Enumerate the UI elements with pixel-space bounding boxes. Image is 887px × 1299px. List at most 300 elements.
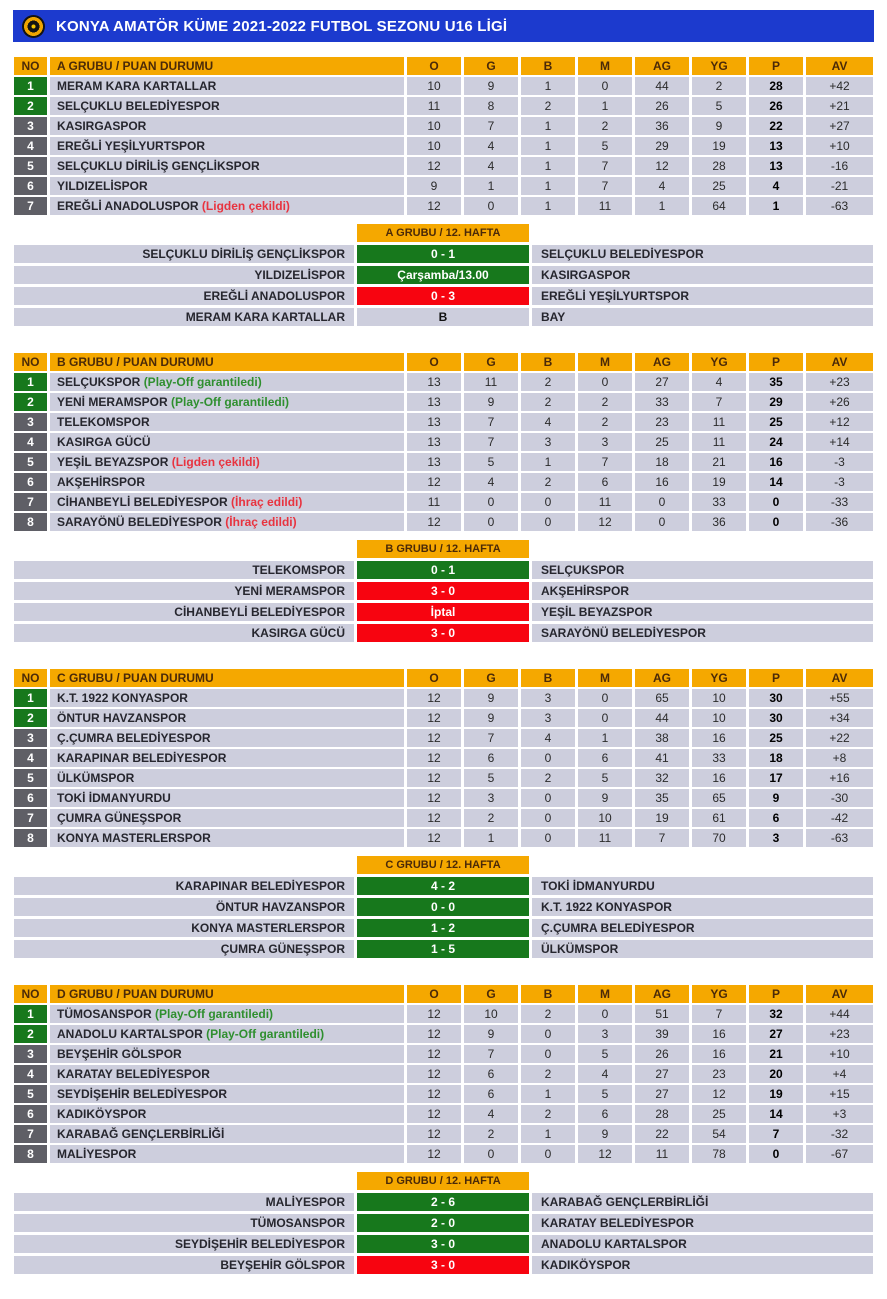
stat-cell-ag: 0 (635, 513, 689, 531)
column-header-yg: YG (692, 353, 746, 371)
stat-cell-g: 9 (464, 689, 518, 707)
standings-group-header: C GRUBU / PUAN DURUMU (50, 669, 404, 687)
fixtures-header-spacer-left (14, 1172, 354, 1190)
stat-cell-yg: 78 (692, 1145, 746, 1163)
stat-cell-p: 3 (749, 829, 803, 847)
standings-row (14, 789, 873, 807)
stat-cell-yg: 7 (692, 1005, 746, 1023)
rank-cell: 2 (14, 393, 47, 411)
rank-cell: 7 (14, 1125, 47, 1143)
stat-cell-o: 9 (407, 177, 461, 195)
stat-cell-b: 2 (521, 373, 575, 391)
standings-table (11, 55, 876, 217)
stat-cell-g: 9 (464, 1025, 518, 1043)
standings-row (14, 729, 873, 747)
fixtures-header-row (14, 224, 873, 242)
stat-cell-b: 3 (521, 433, 575, 451)
stat-cell-o: 12 (407, 1025, 461, 1043)
stat-cell-p: 14 (749, 1105, 803, 1123)
fixture-home-team: KONYA MASTERLERSPOR (14, 919, 354, 937)
fixture-away-team: KADIKÖYSPOR (532, 1256, 873, 1274)
stat-cell-o: 13 (407, 373, 461, 391)
fixture-home-team: BEYŞEHİR GÖLSPOR (14, 1256, 354, 1274)
team-note: (Ligden çekildi) (201, 199, 290, 213)
stat-cell-p: 13 (749, 137, 803, 155)
stat-cell-yg: 16 (692, 769, 746, 787)
stat-cell-g: 9 (464, 77, 518, 95)
league-badge-icon (22, 15, 45, 38)
team-cell (50, 1045, 404, 1063)
stat-cell-p: 21 (749, 1045, 803, 1063)
team-cell (50, 789, 404, 807)
standings-row (14, 393, 873, 411)
stat-cell-b: 1 (521, 157, 575, 175)
team-note: (Play-Off garantiledi) (143, 375, 262, 389)
stat-cell-m: 3 (578, 1025, 632, 1043)
fixture-home-team: CİHANBEYLİ BELEDİYESPOR (14, 603, 354, 621)
stat-cell-av: -63 (806, 197, 873, 215)
stat-cell-ag: 0 (635, 493, 689, 511)
stat-cell-ag: 36 (635, 117, 689, 135)
fixture-home-team: MALİYESPOR (14, 1193, 354, 1211)
stat-cell-p: 29 (749, 393, 803, 411)
fixtures-row (14, 1256, 873, 1274)
stat-cell-yg: 23 (692, 1065, 746, 1083)
stat-cell-g: 7 (464, 117, 518, 135)
stat-cell-av: +3 (806, 1105, 873, 1123)
stat-cell-p: 4 (749, 177, 803, 195)
stat-cell-p: 20 (749, 1065, 803, 1083)
fixture-score: 0 - 1 (357, 561, 529, 579)
stat-cell-yg: 16 (692, 729, 746, 747)
stat-cell-b: 2 (521, 1065, 575, 1083)
team-note: (İhraç edildi) (225, 515, 297, 529)
team-name: KASIRGASPOR (57, 119, 147, 133)
page-title: KONYA AMATÖR KÜME 2021-2022 FUTBOL SEZONU U16 LİGİ (56, 17, 508, 35)
fixture-score: 2 - 0 (357, 1214, 529, 1232)
fixture-home-team: ÖNTUR HAVZANSPOR (14, 898, 354, 916)
column-header-o: O (407, 985, 461, 1003)
stat-cell-ag: 27 (635, 373, 689, 391)
page-banner (13, 10, 874, 42)
stat-cell-m: 0 (578, 77, 632, 95)
fixtures-table (11, 537, 876, 645)
standings-group-header: A GRUBU / PUAN DURUMU (50, 57, 404, 75)
rank-cell: 7 (14, 197, 47, 215)
stat-cell-av: +23 (806, 1025, 873, 1043)
fixtures-body (14, 856, 873, 958)
column-header-g: G (464, 353, 518, 371)
stat-cell-yg: 11 (692, 433, 746, 451)
standings-row (14, 433, 873, 451)
rank-cell: 8 (14, 513, 47, 531)
team-cell (50, 77, 404, 95)
rank-cell: 8 (14, 829, 47, 847)
fixtures-header-row (14, 856, 873, 874)
stat-cell-ag: 35 (635, 789, 689, 807)
standings-body (14, 689, 873, 847)
stat-cell-p: 1 (749, 197, 803, 215)
stat-cell-o: 13 (407, 453, 461, 471)
standings-row (14, 453, 873, 471)
column-header-no: NO (14, 57, 47, 75)
rank-cell: 8 (14, 1145, 47, 1163)
fixture-score: 3 - 0 (357, 1235, 529, 1253)
team-cell (50, 413, 404, 431)
stat-cell-g: 7 (464, 413, 518, 431)
column-header-g: G (464, 57, 518, 75)
stat-cell-ag: 39 (635, 1025, 689, 1043)
stat-cell-b: 1 (521, 197, 575, 215)
fixtures-body (14, 224, 873, 326)
standings-row (14, 1105, 873, 1123)
stat-cell-g: 0 (464, 493, 518, 511)
group-A-section (11, 55, 876, 329)
stat-cell-yg: 19 (692, 473, 746, 491)
standings-table (11, 983, 876, 1165)
team-cell (50, 769, 404, 787)
team-cell (50, 1105, 404, 1123)
stat-cell-m: 9 (578, 1125, 632, 1143)
fixtures-header-spacer-right (532, 540, 873, 558)
fixture-score: 1 - 5 (357, 940, 529, 958)
stat-cell-p: 14 (749, 473, 803, 491)
stat-cell-ag: 27 (635, 1085, 689, 1103)
column-header-b: B (521, 669, 575, 687)
stat-cell-yg: 21 (692, 453, 746, 471)
team-name: TOKİ İDMANYURDU (57, 791, 171, 805)
stat-cell-b: 1 (521, 177, 575, 195)
column-header-b: B (521, 57, 575, 75)
standings-row (14, 1085, 873, 1103)
standings-row (14, 97, 873, 115)
stat-cell-m: 10 (578, 809, 632, 827)
standings-row (14, 157, 873, 175)
stat-cell-av: +44 (806, 1005, 873, 1023)
stat-cell-o: 13 (407, 393, 461, 411)
stat-cell-ag: 18 (635, 453, 689, 471)
column-header-p: P (749, 985, 803, 1003)
stat-cell-g: 6 (464, 749, 518, 767)
standings-row (14, 829, 873, 847)
stat-cell-b: 0 (521, 493, 575, 511)
fixture-away-team: SELÇUKLU BELEDİYESPOR (532, 245, 873, 263)
fixture-away-team: YEŞİL BEYAZSPOR (532, 603, 873, 621)
stat-cell-g: 0 (464, 513, 518, 531)
stat-cell-o: 12 (407, 1045, 461, 1063)
stat-cell-g: 1 (464, 177, 518, 195)
stat-cell-yg: 61 (692, 809, 746, 827)
fixtures-row (14, 940, 873, 958)
column-header-yg: YG (692, 985, 746, 1003)
fixture-score: B (357, 308, 529, 326)
stat-cell-g: 0 (464, 197, 518, 215)
stat-cell-m: 5 (578, 137, 632, 155)
stat-cell-av: +55 (806, 689, 873, 707)
stat-cell-ag: 29 (635, 137, 689, 155)
stat-cell-av: +34 (806, 709, 873, 727)
stat-cell-m: 6 (578, 473, 632, 491)
rank-cell: 6 (14, 789, 47, 807)
stat-cell-yg: 4 (692, 373, 746, 391)
column-header-ag: AG (635, 353, 689, 371)
team-cell (50, 1025, 404, 1043)
fixture-away-team: Ç.ÇUMRA BELEDİYESPOR (532, 919, 873, 937)
stat-cell-m: 2 (578, 413, 632, 431)
stat-cell-ag: 41 (635, 749, 689, 767)
stat-cell-g: 2 (464, 1125, 518, 1143)
fixture-away-team: AKŞEHİRSPOR (532, 582, 873, 600)
stat-cell-o: 13 (407, 433, 461, 451)
stat-cell-g: 5 (464, 453, 518, 471)
fixture-away-team: SARAYÖNÜ BELEDİYESPOR (532, 624, 873, 642)
fixtures-header-spacer-left (14, 856, 354, 874)
standings-row (14, 137, 873, 155)
rank-cell: 1 (14, 77, 47, 95)
rank-cell: 3 (14, 413, 47, 431)
stat-cell-b: 1 (521, 117, 575, 135)
rank-cell: 4 (14, 1065, 47, 1083)
stat-cell-m: 11 (578, 829, 632, 847)
fixtures-header: C GRUBU / 12. HAFTA (357, 856, 529, 874)
stat-cell-ag: 26 (635, 97, 689, 115)
stat-cell-b: 1 (521, 1085, 575, 1103)
stat-cell-m: 11 (578, 493, 632, 511)
team-note: (İhraç edildi) (231, 495, 303, 509)
stat-cell-o: 12 (407, 1145, 461, 1163)
stat-cell-b: 0 (521, 749, 575, 767)
column-header-yg: YG (692, 669, 746, 687)
fixture-score: 0 - 0 (357, 898, 529, 916)
stat-cell-p: 30 (749, 709, 803, 727)
team-name: BEYŞEHİR GÖLSPOR (57, 1047, 182, 1061)
stat-cell-yg: 28 (692, 157, 746, 175)
fixtures-row (14, 898, 873, 916)
fixture-score: 3 - 0 (357, 624, 529, 642)
fixtures-table (11, 853, 876, 961)
column-header-m: M (578, 985, 632, 1003)
stat-cell-yg: 36 (692, 513, 746, 531)
stat-cell-m: 2 (578, 393, 632, 411)
stat-cell-o: 11 (407, 97, 461, 115)
stat-cell-yg: 9 (692, 117, 746, 135)
stat-cell-b: 4 (521, 729, 575, 747)
stat-cell-o: 12 (407, 1085, 461, 1103)
fixtures-header-spacer-right (532, 1172, 873, 1190)
stat-cell-p: 13 (749, 157, 803, 175)
stat-cell-g: 6 (464, 1065, 518, 1083)
team-name: SELÇUKLU DİRİLİŞ GENÇLİKSPOR (57, 159, 260, 173)
stat-cell-yg: 11 (692, 413, 746, 431)
fixtures-header-spacer-right (532, 224, 873, 242)
team-name: TÜMOSANSPOR (57, 1007, 152, 1021)
column-header-b: B (521, 353, 575, 371)
rank-cell: 3 (14, 729, 47, 747)
standings-row (14, 513, 873, 531)
rank-cell: 1 (14, 1005, 47, 1023)
team-cell (50, 729, 404, 747)
standings-row (14, 413, 873, 431)
stat-cell-m: 2 (578, 117, 632, 135)
fixture-away-team: KARATAY BELEDİYESPOR (532, 1214, 873, 1232)
stat-cell-o: 12 (407, 789, 461, 807)
column-header-ag: AG (635, 985, 689, 1003)
team-name: KARABAĞ GENÇLERBİRLİĞİ (57, 1127, 225, 1141)
stat-cell-yg: 33 (692, 493, 746, 511)
team-cell (50, 829, 404, 847)
stat-cell-b: 0 (521, 809, 575, 827)
standings-row (14, 769, 873, 787)
standings-head-row (14, 353, 873, 371)
fixture-home-team: KARAPINAR BELEDİYESPOR (14, 877, 354, 895)
stat-cell-b: 2 (521, 393, 575, 411)
standings-group-header: D GRUBU / PUAN DURUMU (50, 985, 404, 1003)
team-name: YEŞİL BEYAZSPOR (57, 455, 169, 469)
stat-cell-av: +4 (806, 1065, 873, 1083)
stat-cell-m: 7 (578, 453, 632, 471)
fixtures-row (14, 308, 873, 326)
team-name: CİHANBEYLİ BELEDİYESPOR (57, 495, 228, 509)
rank-cell: 5 (14, 769, 47, 787)
stat-cell-m: 11 (578, 197, 632, 215)
team-cell (50, 473, 404, 491)
rank-cell: 5 (14, 157, 47, 175)
fixture-score: 4 - 2 (357, 877, 529, 895)
stat-cell-p: 28 (749, 77, 803, 95)
team-name: KONYA MASTERLERSPOR (57, 831, 211, 845)
fixtures-row (14, 624, 873, 642)
team-cell (50, 117, 404, 135)
group-B-section (11, 351, 876, 645)
stat-cell-p: 25 (749, 413, 803, 431)
rank-cell: 3 (14, 117, 47, 135)
standings-head-row (14, 57, 873, 75)
fixture-away-team: KARABAĞ GENÇLERBİRLİĞİ (532, 1193, 873, 1211)
standings-row (14, 493, 873, 511)
fixture-score: 0 - 3 (357, 287, 529, 305)
fixture-home-team: TELEKOMSPOR (14, 561, 354, 579)
stat-cell-o: 12 (407, 1125, 461, 1143)
stat-cell-g: 4 (464, 1105, 518, 1123)
fixtures-row (14, 266, 873, 284)
fixture-home-team: YILDIZELİSPOR (14, 266, 354, 284)
stat-cell-b: 0 (521, 1025, 575, 1043)
stat-cell-yg: 19 (692, 137, 746, 155)
fixtures-header-spacer-left (14, 540, 354, 558)
standings-row (14, 709, 873, 727)
stat-cell-o: 12 (407, 729, 461, 747)
stat-cell-o: 12 (407, 829, 461, 847)
stat-cell-ag: 1 (635, 197, 689, 215)
rank-cell: 6 (14, 1105, 47, 1123)
stat-cell-p: 24 (749, 433, 803, 451)
standings-row (14, 473, 873, 491)
fixture-home-team: SELÇUKLU DİRİLİŞ GENÇLİKSPOR (14, 245, 354, 263)
fixtures-header-spacer-left (14, 224, 354, 242)
stat-cell-av: +10 (806, 1045, 873, 1063)
fixtures-body (14, 540, 873, 642)
fixture-home-team: TÜMOSANSPOR (14, 1214, 354, 1232)
stat-cell-b: 1 (521, 453, 575, 471)
stat-cell-o: 12 (407, 157, 461, 175)
column-header-g: G (464, 985, 518, 1003)
rank-cell: 1 (14, 373, 47, 391)
fixtures-header-row (14, 540, 873, 558)
stat-cell-p: 22 (749, 117, 803, 135)
rank-cell: 6 (14, 473, 47, 491)
fixtures-row (14, 287, 873, 305)
stat-cell-ag: 16 (635, 473, 689, 491)
stat-cell-o: 12 (407, 473, 461, 491)
stat-cell-m: 5 (578, 769, 632, 787)
fixtures-table (11, 1169, 876, 1277)
column-header-av: AV (806, 669, 873, 687)
stat-cell-o: 10 (407, 77, 461, 95)
team-cell (50, 689, 404, 707)
fixture-home-team: EREĞLİ ANADOLUSPOR (14, 287, 354, 305)
rank-cell: 2 (14, 709, 47, 727)
stat-cell-yg: 64 (692, 197, 746, 215)
stat-cell-m: 0 (578, 709, 632, 727)
stat-cell-g: 9 (464, 709, 518, 727)
stat-cell-g: 0 (464, 1145, 518, 1163)
stat-cell-av: -33 (806, 493, 873, 511)
stat-cell-b: 3 (521, 689, 575, 707)
rank-cell: 4 (14, 433, 47, 451)
stat-cell-g: 7 (464, 433, 518, 451)
stat-cell-av: -42 (806, 809, 873, 827)
standings-row (14, 809, 873, 827)
team-cell (50, 433, 404, 451)
stat-cell-yg: 5 (692, 97, 746, 115)
stat-cell-o: 12 (407, 689, 461, 707)
standings-row (14, 77, 873, 95)
team-cell (50, 709, 404, 727)
team-name: SEYDİŞEHİR BELEDİYESPOR (57, 1087, 228, 1101)
rank-cell: 7 (14, 493, 47, 511)
fixtures-header-spacer-right (532, 856, 873, 874)
team-cell (50, 1145, 404, 1163)
stat-cell-o: 12 (407, 513, 461, 531)
stat-cell-p: 0 (749, 493, 803, 511)
stat-cell-p: 0 (749, 513, 803, 531)
fixture-score: 3 - 0 (357, 1256, 529, 1274)
fixture-home-team: MERAM KARA KARTALLAR (14, 308, 354, 326)
stat-cell-p: 26 (749, 97, 803, 115)
stat-cell-ag: 12 (635, 157, 689, 175)
stat-cell-av: -36 (806, 513, 873, 531)
column-header-p: P (749, 669, 803, 687)
stat-cell-m: 5 (578, 1085, 632, 1103)
column-header-o: O (407, 353, 461, 371)
stat-cell-m: 1 (578, 97, 632, 115)
stat-cell-o: 10 (407, 117, 461, 135)
fixture-score: 2 - 6 (357, 1193, 529, 1211)
stat-cell-b: 1 (521, 77, 575, 95)
stat-cell-o: 12 (407, 1105, 461, 1123)
fixtures-row (14, 1193, 873, 1211)
column-header-av: AV (806, 57, 873, 75)
rank-cell: 5 (14, 453, 47, 471)
column-header-g: G (464, 669, 518, 687)
stat-cell-ag: 27 (635, 1065, 689, 1083)
stat-cell-m: 0 (578, 1005, 632, 1023)
standings-row (14, 689, 873, 707)
team-name: Ç.ÇUMRA BELEDİYESPOR (57, 731, 211, 745)
rank-cell: 7 (14, 809, 47, 827)
fixture-away-team: BAY (532, 308, 873, 326)
rank-cell: 6 (14, 177, 47, 195)
